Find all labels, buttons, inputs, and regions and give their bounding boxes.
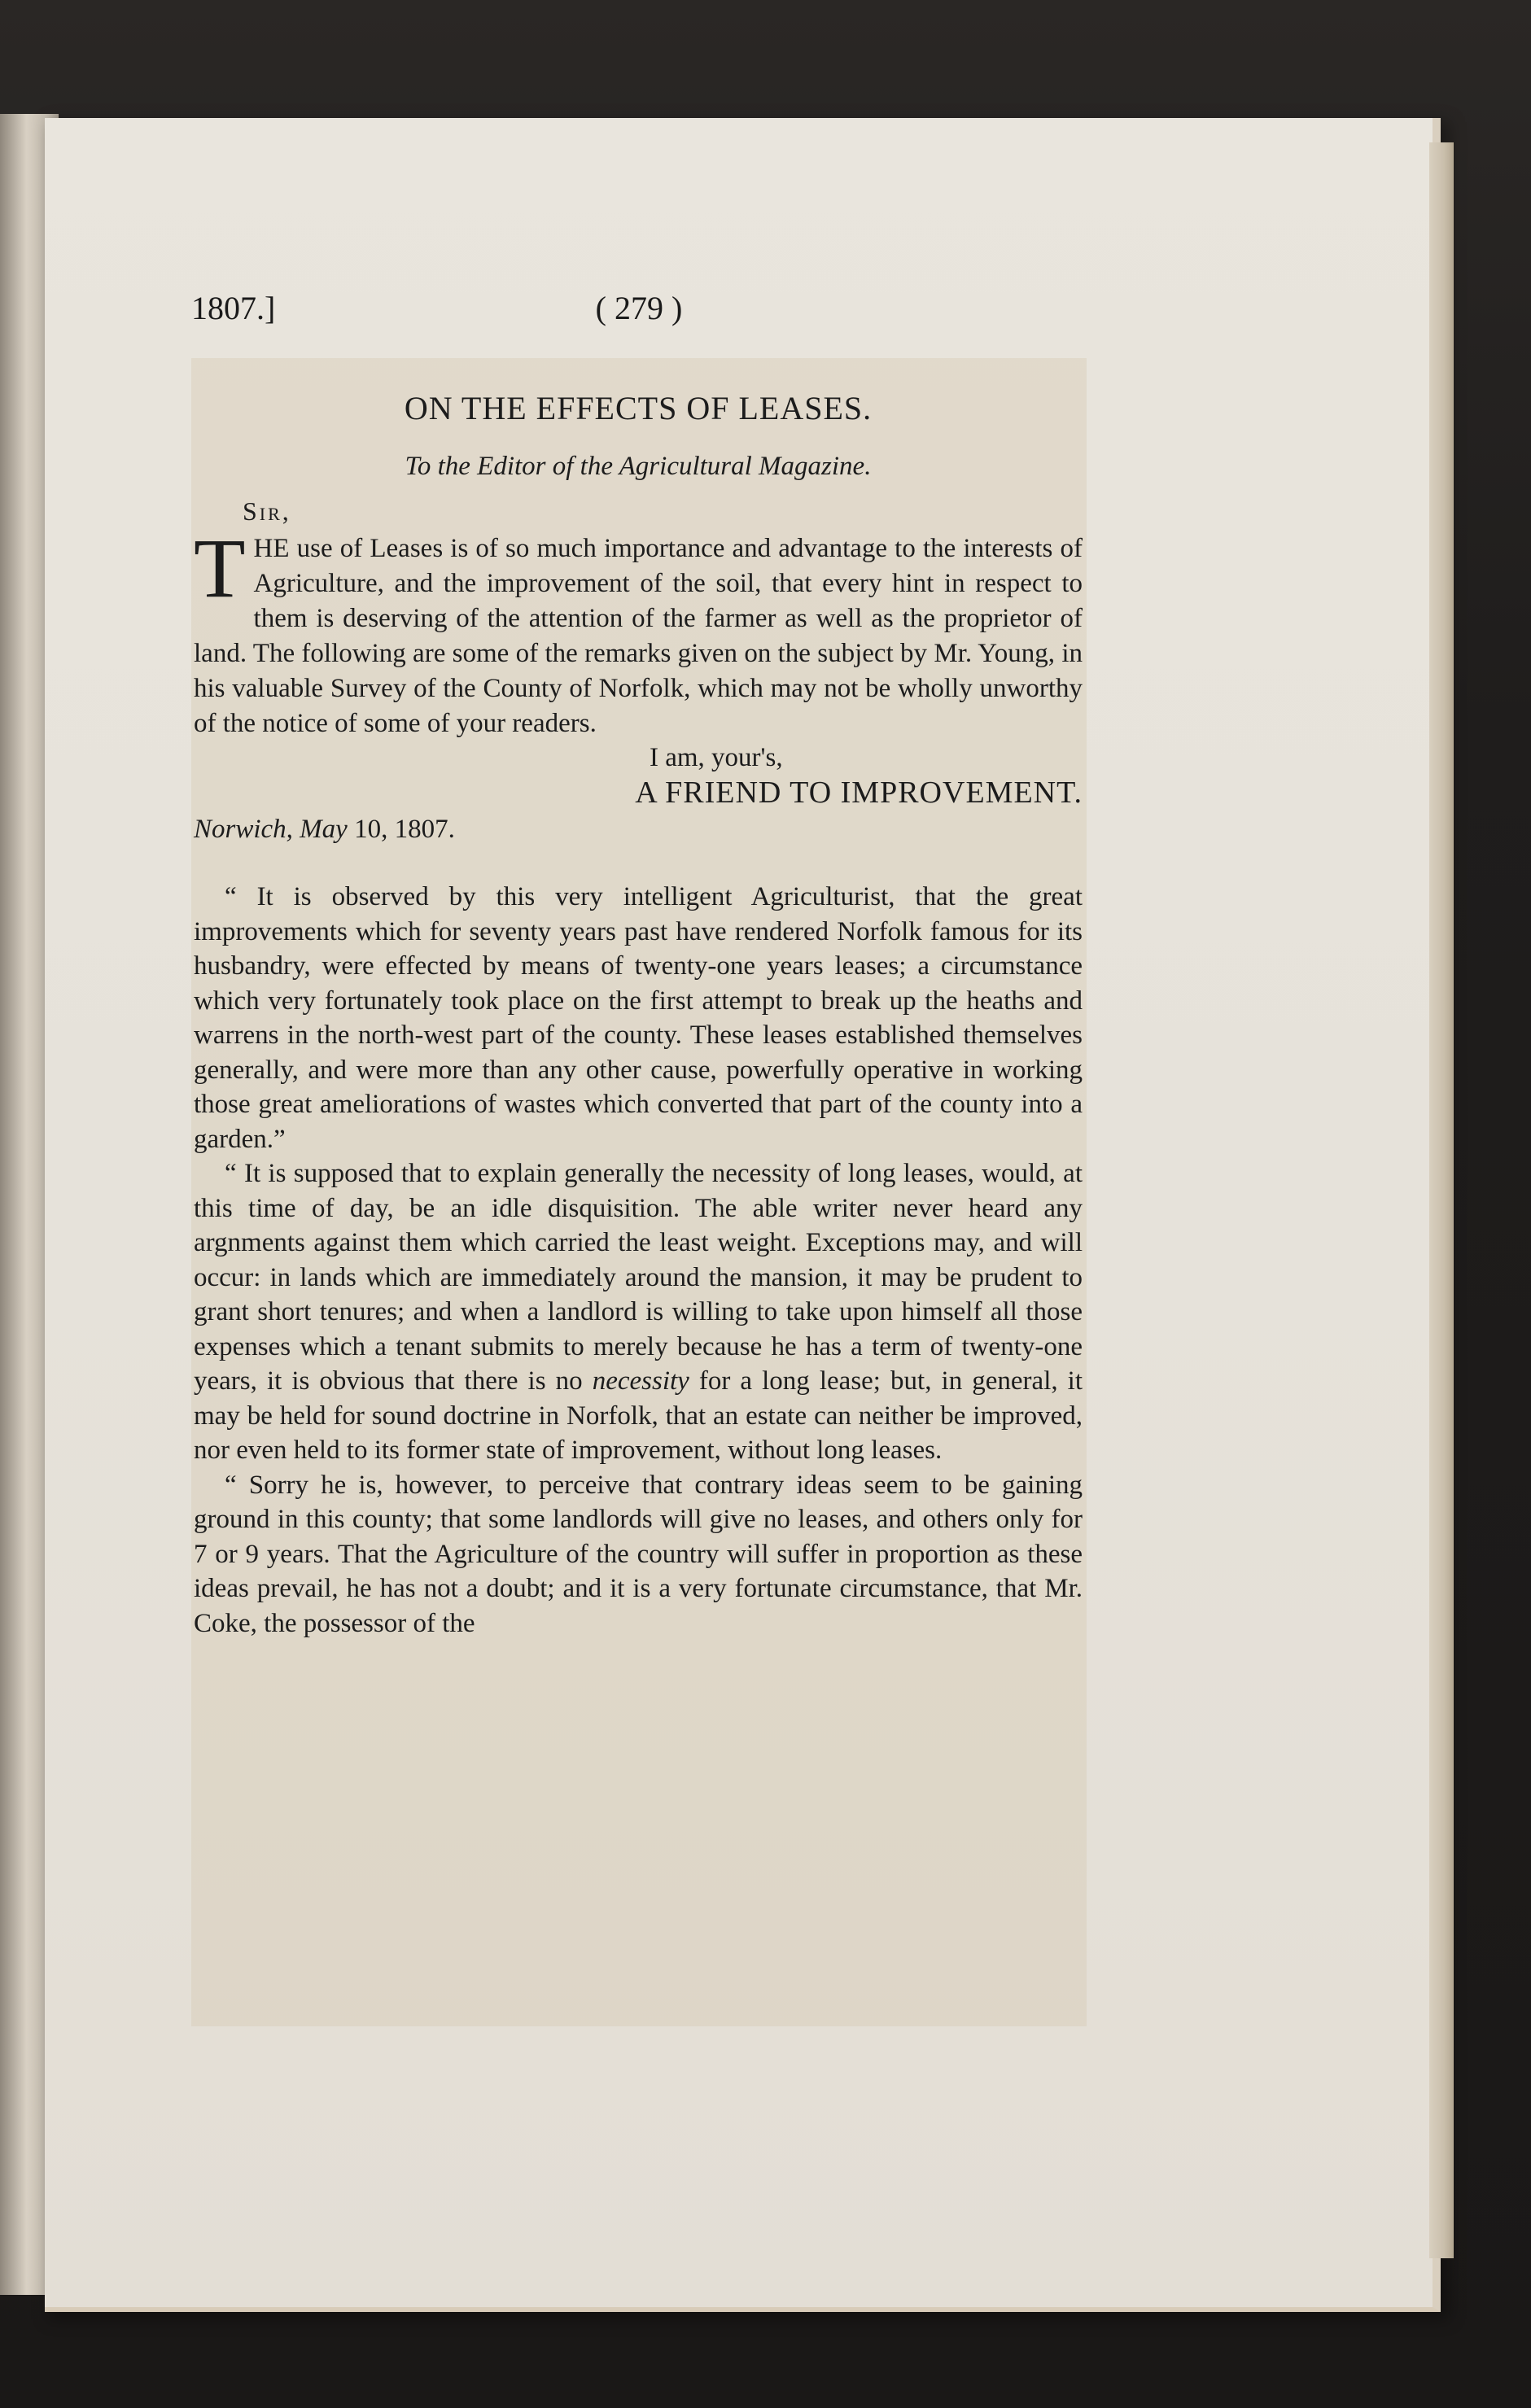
page-number: ( 279 ) (595, 290, 683, 326)
signature: A FRIEND TO IMPROVEMENT. (635, 776, 1083, 810)
salutation: Sir, (243, 496, 291, 526)
place: Norwich, May (194, 815, 348, 844)
page-edge (1429, 142, 1454, 2258)
closing: I am, your's, (650, 743, 783, 772)
quote-2-text-a: “ It is supposed that to explain generally the necessity of long leases, would, at this time of day, be an idle disquisition. The able writer never heard any argnments against them which carried the least weight. Exceptions may, and will occur: in lands which are immediately around the mansion, it may be prudent to grant short tenures; and when a landlord is willing to take upon himself all those expenses which a tenant submits to merely because he has a term of twenty-one years, it is obvious that there is no (194, 1159, 1083, 1396)
article (194, 389, 1083, 1641)
letter-text: HE use of Leases is of so much importance and advantage to the interests of Agriculture, and the improvement of the soil, that every hint in respect to them is deserving of the attention of the farmer as well as the proprietor of land. The following are some of the remarks given on the subject by Mr. Young, in his valuable Survey of the County of Norfolk, which may not be wholly unworthy of the notice of some of your readers. (194, 534, 1083, 738)
to-editor-line: To the Editor of the Agricultural Magazine. (405, 452, 872, 481)
running-header (191, 289, 1087, 338)
quote-paragraph-3: “ Sorry he is, however, to perceive that contrary ideas seem to be gaining ground in this county; that some landlords will give no leases, and others only for 7 or 9 years. That the Agriculture of the country will suffer in proportion as these ideas prevail, he has not a doubt; and it is a very fortunate circumstance, that Mr. Coke, the possessor of the (194, 1470, 1083, 1638)
place-date (194, 811, 1083, 847)
article-title: ON THE EFFECTS OF LEASES. (404, 390, 873, 426)
quote-2-italic: necessity (592, 1366, 689, 1396)
letter-body (194, 522, 1083, 741)
header-year: 1807.] (191, 290, 276, 326)
drop-cap: T (194, 522, 246, 615)
quote-2-text-b: for a long lease; but, in general, it may be held for sound doctrine in Norfolk, that an estate can neither be improved, nor even held to its former state of improvement, without long leases. (194, 1366, 1083, 1465)
quote-paragraph-1: “ It is observed by this very intelligent Agriculturist, that the great improvements which for seventy years past have rendered Norfolk famous for its husbandry, were effected by means of twenty-one years leases; a circumstance which very fortunately took place on the first attempt to break up the heaths and warrens in the north-west part of the county. These leases established themselves generally, and were more than any other cause, powerfully operative in working those great ameliorations of wastes which converted that part of the county into a garden.” (194, 882, 1083, 1154)
quote-paragraph-2 (194, 1156, 1083, 1468)
date: 10, 1807. (347, 815, 455, 844)
